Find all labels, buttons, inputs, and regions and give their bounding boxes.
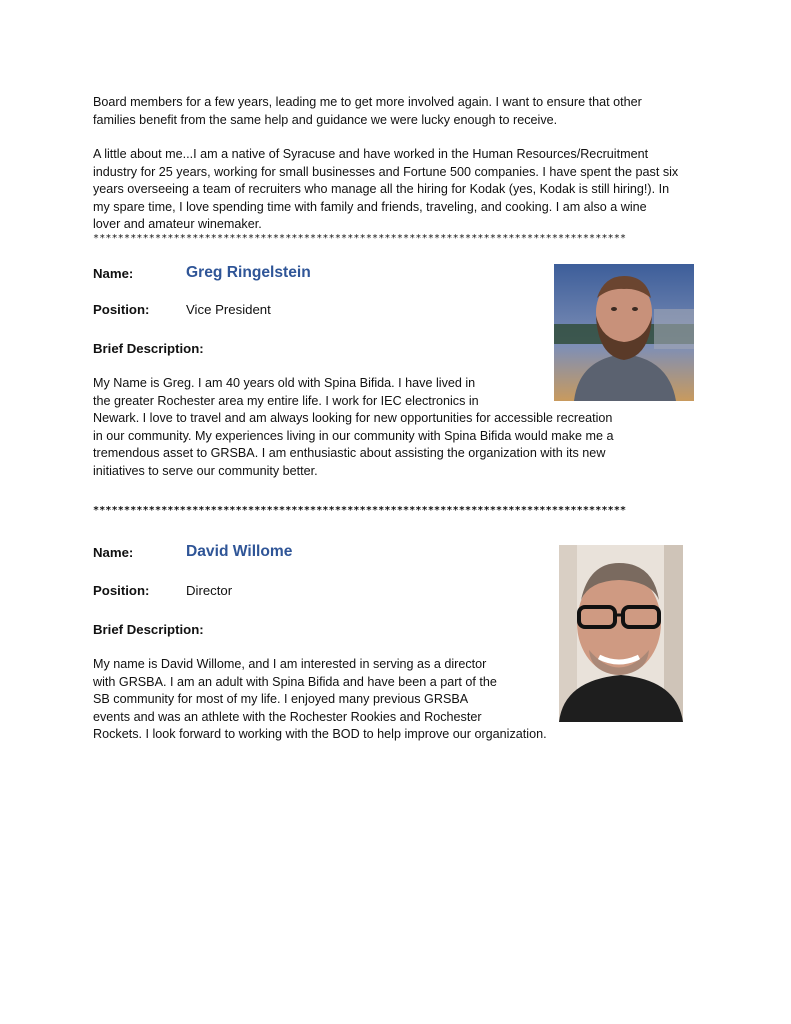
text-line: the greater Rochester area my entire life. I work for IEC electronics in (93, 393, 479, 408)
text-line: Newark. I love to travel and am always looking for new opportunities for accessible recreation (93, 411, 613, 425)
separator-line: ************************************************************************************** (93, 505, 627, 516)
text-line: my spare time, I love spending time with family and friends, traveling, and cooking. I am also a wine (93, 199, 647, 214)
member-name: Greg Ringelstein (186, 264, 311, 281)
text-line: SB community for most of my life. I enjoyed many previous GRSBA (93, 692, 469, 706)
position-label: Position: (93, 302, 150, 317)
intro-paragraph-2 (93, 146, 703, 234)
text-line: lover and amateur winemaker. (93, 217, 262, 231)
text-line: My Name is Greg. I am 40 years old with Spina Bifida. I have lived in (93, 376, 476, 390)
position-label: Position: (93, 583, 150, 598)
text-line: A little about me...I am a native of Syracuse and have worked in the Human Resources/Recruitment (93, 147, 649, 161)
text-line: events and was an athlete with the Rochester Rookies and Rochester (93, 709, 482, 724)
name-label: Name: (93, 266, 134, 281)
member-name: David Willome (186, 543, 293, 560)
description-label: Brief Description: (93, 622, 204, 637)
description-label: Brief Description: (93, 341, 204, 356)
text-line: years overseeing a team of recruiters who manage all the hiring for Kodak (yes, Kodak is still hiring!). In (93, 182, 670, 196)
text-line: initiatives to serve our community better. (93, 463, 318, 478)
member-description (93, 375, 693, 480)
text-line: in our community. My experiences living in our community with Spina Bifida would make me a (93, 428, 614, 443)
member-description (93, 656, 703, 744)
member-position: Vice President (186, 302, 271, 317)
text-line: industry for 25 years, working for small businesses and Fortune 500 companies. I have spent the past six (93, 164, 679, 179)
text-line: My name is David Willome, and I am interested in serving as a director (93, 657, 487, 671)
member-position: Director (186, 583, 233, 598)
text-line: families benefit from the same help and guidance we were lucky enough to receive. (93, 112, 558, 127)
text-line: Rockets. I look forward to working with the BOD to help improve our organization. (93, 727, 547, 741)
text-line: Board members for a few years, leading me to get more involved again. I want to ensure that other (93, 95, 642, 109)
separator-line: ************************************************************************************** (93, 233, 627, 244)
name-label: Name: (93, 545, 134, 560)
text-line: with GRSBA. I am an adult with Spina Bifida and have been a part of the (93, 674, 497, 689)
intro-paragraph-1 (93, 94, 703, 129)
text-line: tremendous asset to GRSBA. I am enthusiastic about assisting the organization with its new (93, 446, 606, 460)
